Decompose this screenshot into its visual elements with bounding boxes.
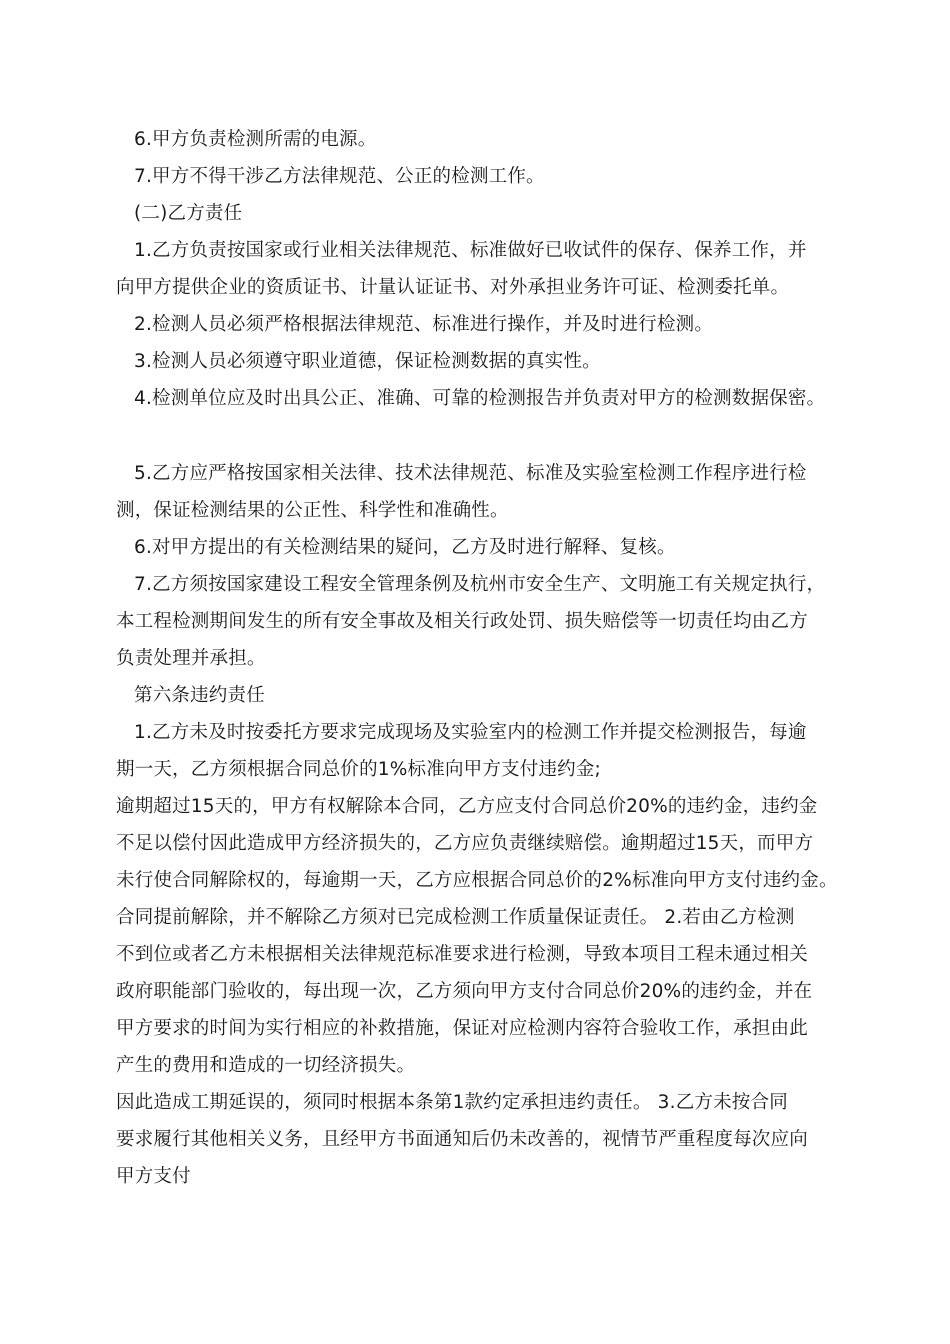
text-line: 负责处理并承担。 bbox=[116, 648, 266, 669]
section-heading: 第六条违约责任 bbox=[134, 685, 265, 706]
text-line: 3.检测人员必须遵守职业道德，保证检测数据的真实性。 bbox=[134, 351, 601, 372]
text-line: 甲方支付 bbox=[116, 1166, 191, 1187]
text-line: 产生的费用和造成的一切经济损失。 bbox=[116, 1055, 416, 1076]
text-line: 6.甲方负责检测所需的电源。 bbox=[134, 129, 377, 150]
text-line: 合同提前解除，并不解除乙方须对已完成检测工作质量保证责任。 2.若由乙方检测 bbox=[116, 907, 795, 928]
text-line: 期一天，乙方须根据合同总价的1%标准向甲方支付违约金; bbox=[116, 759, 601, 780]
text-line: 因此造成工期延误的，须同时根据本条第1款约定承担违约责任。 3.乙方未按合同 bbox=[116, 1092, 788, 1113]
text-line: 不到位或者乙方未根据相关法律规范标准要求进行检测，导致本项目工程未通过相关 bbox=[116, 944, 808, 965]
text-line: 7.甲方不得干涉乙方法律规范、公正的检测工作。 bbox=[134, 166, 545, 187]
text-line: 测，保证检测结果的公正性、科学性和准确性。 bbox=[116, 500, 509, 521]
text-line: 1.乙方负责按国家或行业相关法律规范、标准做好已收试件的保存、保养工作，并 bbox=[134, 240, 807, 261]
text-line: 未行使合同解除权的，每逾期一天，乙方应根据合同总价的2%标准向甲方支付违约金。 bbox=[116, 870, 838, 891]
text-line: 6.对甲方提出的有关检测结果的疑问，乙方及时进行解释、复核。 bbox=[134, 537, 676, 558]
text-line: 向甲方提供企业的资质证书、计量认证证书、对外承担业务许可证、检测委托单。 bbox=[116, 277, 790, 298]
section-heading: (二)乙方责任 bbox=[134, 203, 243, 224]
text-line: 7.乙方须按国家建设工程安全管理条例及杭州市安全生产、文明施工有关规定执行， bbox=[134, 574, 826, 595]
text-line: 逾期超过15天的，甲方有权解除本合同，乙方应支付合同总价20%的违约金，违约金 bbox=[116, 796, 818, 817]
text-line: 不足以偿付因此造成甲方经济损失的，乙方应负责继续赔偿。逾期超过15天，而甲方 bbox=[116, 833, 814, 854]
text-line: 2.检测人员必须严格根据法律规范、标准进行操作，并及时进行检测。 bbox=[134, 314, 714, 335]
text-line: 政府职能部门验收的，每出现一次，乙方须向甲方支付合同总价20%的违约金，并在 bbox=[116, 981, 813, 1002]
text-line: 1.乙方未及时按委托方要求完成现场及实验室内的检测工作并提交检测报告，每逾 bbox=[134, 722, 807, 743]
text-line: 要求履行其他相关义务，且经甲方书面通知后仍未改善的，视情节严重程度每次应向 bbox=[116, 1129, 808, 1150]
text-line: 4.检测单位应及时出具公正、准确、可靠的检测报告并负责对甲方的检测数据保密。 bbox=[134, 388, 826, 409]
text-line: 甲方要求的时间为实行相应的补救措施，保证对应检测内容符合验收工作，承担由此 bbox=[116, 1018, 808, 1039]
text-line: 本工程检测期间发生的所有安全事故及相关行政处罚、损失赔偿等一切责任均由乙方 bbox=[116, 611, 808, 632]
text-line: 5.乙方应严格按国家相关法律、技术法律规范、标准及实验室检测工作程序进行检 bbox=[134, 463, 807, 484]
